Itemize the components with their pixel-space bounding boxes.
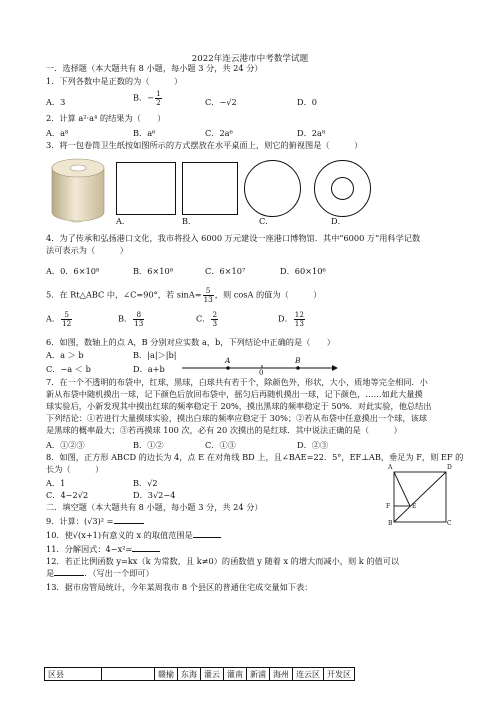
q1-option-a: A．3 (46, 97, 66, 107)
q1-stem: 1．下列各数中是正数的为（ ） (46, 76, 183, 86)
table-header-cell: 灌南 (224, 668, 247, 681)
q4-option-c: C．6×10⁷ (205, 266, 246, 276)
q3-figure-c (244, 160, 301, 217)
pt-label-f: F (386, 503, 391, 510)
q2-option-b: B．a⁶ (133, 128, 156, 138)
table-header-cell: 开发区 (324, 668, 355, 681)
pt-label-b: B (388, 520, 393, 527)
exam-title: 2022年连云港市中考数学试题 (191, 54, 309, 64)
table-header-cell (102, 668, 155, 681)
q11-answer-blank (132, 551, 160, 552)
toilet-paper-roll-icon (46, 156, 110, 224)
q10-answer-blank (193, 537, 221, 538)
pt-label-d: D (447, 464, 452, 471)
section-2-heading: 二．填空题（本大题共有 8 小题，每小题 3 分，共 24 分） (46, 502, 263, 512)
q6-option-d: D．a+b (133, 364, 165, 374)
table-header-cell: 海州 (270, 668, 293, 681)
q8-line-1: 8．如图，正方形 ABCD 的边长为 4，点 E 在对角线 BD 上，且∠BAE=22．5°，EF⊥AB，垂足为 F，则 EF 的 (46, 452, 464, 462)
q6-stem: 6．如图，数轴上的点 A，B 分别对应实数 a，b，下列结论中正确的是（ ） (46, 337, 335, 347)
q3-option-d: D． (331, 216, 346, 226)
q7-line-5: 是黑球的概率最大；③若再摸球 100 次，必有 20 次摸出的是红球．其中说法正确的是（ ） (46, 425, 402, 435)
q1-option-c: C．−√2 (205, 97, 237, 107)
q7-option-a: A．①②③ (46, 440, 85, 450)
pt-label-a: A (388, 464, 393, 471)
table-header-cell: 连云区 (293, 668, 324, 681)
q4-stem-2: 法可表示为（ ） (46, 245, 128, 255)
q7-line-1: 7．在一个不透明的布袋中，红球，黑球，白球共有若干个，除颜色外，形状，大小，质地等完全相同．小 (46, 377, 428, 387)
pt-label-c: C (447, 520, 452, 527)
q3-figure-d-inner (331, 177, 354, 200)
q9-answer-blank (114, 523, 144, 524)
q5-option-a: A． $\frac{5}{12}$ (46, 310, 72, 328)
square-abcd-figure (386, 466, 456, 528)
q12-line-1: 12．若正比例函数 y=kx（k 为常数，且 k≠0）的函数值 y 随着 x 的增大而减小，则 k 的值可以 (46, 556, 400, 566)
q6-option-b: B．|a|＞|b| (133, 350, 177, 360)
point-b (296, 366, 300, 370)
q4-option-b: B．6×10⁸ (133, 266, 173, 276)
point-a (226, 366, 230, 370)
q6-option-c: C．−a ＜ b (46, 364, 91, 374)
section-1-heading: 一．选择题（本大题共有 8 小题，每小题 3 分，共 24 分） (46, 63, 263, 73)
q3-option-a: A． (116, 216, 131, 226)
housing-sales-table (44, 667, 355, 681)
number-line-label-0: 0 (259, 369, 264, 377)
q10: 10．使√(x+1)有意义的 x 的取值范围是 (46, 530, 221, 541)
table-header-cell: 赣榆 (155, 668, 178, 681)
q7-option-b: B．①② (133, 440, 164, 450)
q3-figure-b (182, 162, 238, 215)
pt-label-e: E (412, 503, 417, 510)
q8-option-c: C．4−2√2 (46, 490, 89, 500)
q8-option-d: D．3√2−4 (133, 490, 176, 500)
q5-option-d: D． $\frac{12}{13}$ (278, 310, 304, 328)
number-line-label-b: B (295, 356, 301, 365)
q7-option-c: C．①③ (205, 440, 236, 450)
table-header-cell: 区县 (45, 668, 102, 681)
q5-stem: 5．在 Rt△ABC 中，∠C=90°，若 sinA= $\frac{5}{13}$ ，则 cosA 的值为（ ） (46, 286, 322, 304)
q13-stem: 13．据市房管局统计，今年某周我市 8 个县区的普通住宅成交量如下表： (46, 582, 313, 592)
q3-option-c: C． (259, 216, 274, 226)
table-row (45, 668, 355, 681)
q12-line-2: 是 ．（写出一个即可） (46, 568, 154, 578)
q3-option-b: B． (182, 216, 197, 226)
q8-line-2: 长为（ ） (46, 464, 104, 474)
q2-option-d: D．2a⁸ (297, 128, 326, 138)
q4-option-a: A．0．6×10⁸ (46, 266, 100, 276)
q11: 11．分解因式：4−x²= (46, 544, 160, 555)
q3-stem: 3．将一包卷筒卫生纸按如图所示的方式摆放在水平桌面上，则它的俯视图是（ ） (46, 140, 363, 150)
q6-option-a: A．a ＞ b (46, 350, 84, 360)
q7-option-d: D．②③ (297, 440, 329, 450)
q1-option-b: B．− $\frac{1}{2}$ (133, 89, 161, 107)
table-header-cell: 东海 (178, 668, 201, 681)
q8-option-a: A．1 (46, 478, 66, 488)
q5-option-b: B． $\frac{8}{13}$ (118, 310, 144, 328)
table-header-cell: 灌云 (201, 668, 224, 681)
q5-option-c: C． $\frac{2}{3}$ (196, 310, 218, 328)
q7-line-3: 球实验后，小新发现其中摸出红球的频率稳定于 20%，摸出黑球的频率稳定于 50%．对此实验，他总结出 (46, 401, 432, 411)
q2-option-a: A．a⁸ (46, 128, 69, 138)
q3-figure-a (116, 162, 176, 215)
q2-stem: 2．计算 a²·a⁴ 的结果为（ ） (46, 113, 166, 123)
q12-answer-blank (54, 575, 84, 576)
q7-line-4: 下列结论：①若进行大量摸球实验，摸出白球的频率应稳定于 30%；②若从布袋中任意摸出一个球，该球 (46, 413, 428, 423)
q4-stem: 4．为了传承和弘扬港口文化，我市将投入 6000 万元建设一座港口博物馆．其中“6000 万”用科学记数 (46, 233, 421, 243)
number-line-label-a: A (225, 356, 231, 365)
q8-option-b: B．√2 (133, 478, 158, 488)
table-header-cell: 新浦 (247, 668, 270, 681)
q9: 9．计算：(√3)² = (46, 516, 144, 527)
q4-option-d: D．60×10⁶ (280, 266, 326, 276)
q7-line-2: 新从布袋中随机摸出一球，记下颜色后放回布袋中，摇匀后再随机摸出一球，记下颜色，……如此大量摸 (46, 389, 423, 399)
q1-option-d: D．0 (297, 97, 317, 107)
q2-option-c: C．2a⁶ (205, 128, 233, 138)
